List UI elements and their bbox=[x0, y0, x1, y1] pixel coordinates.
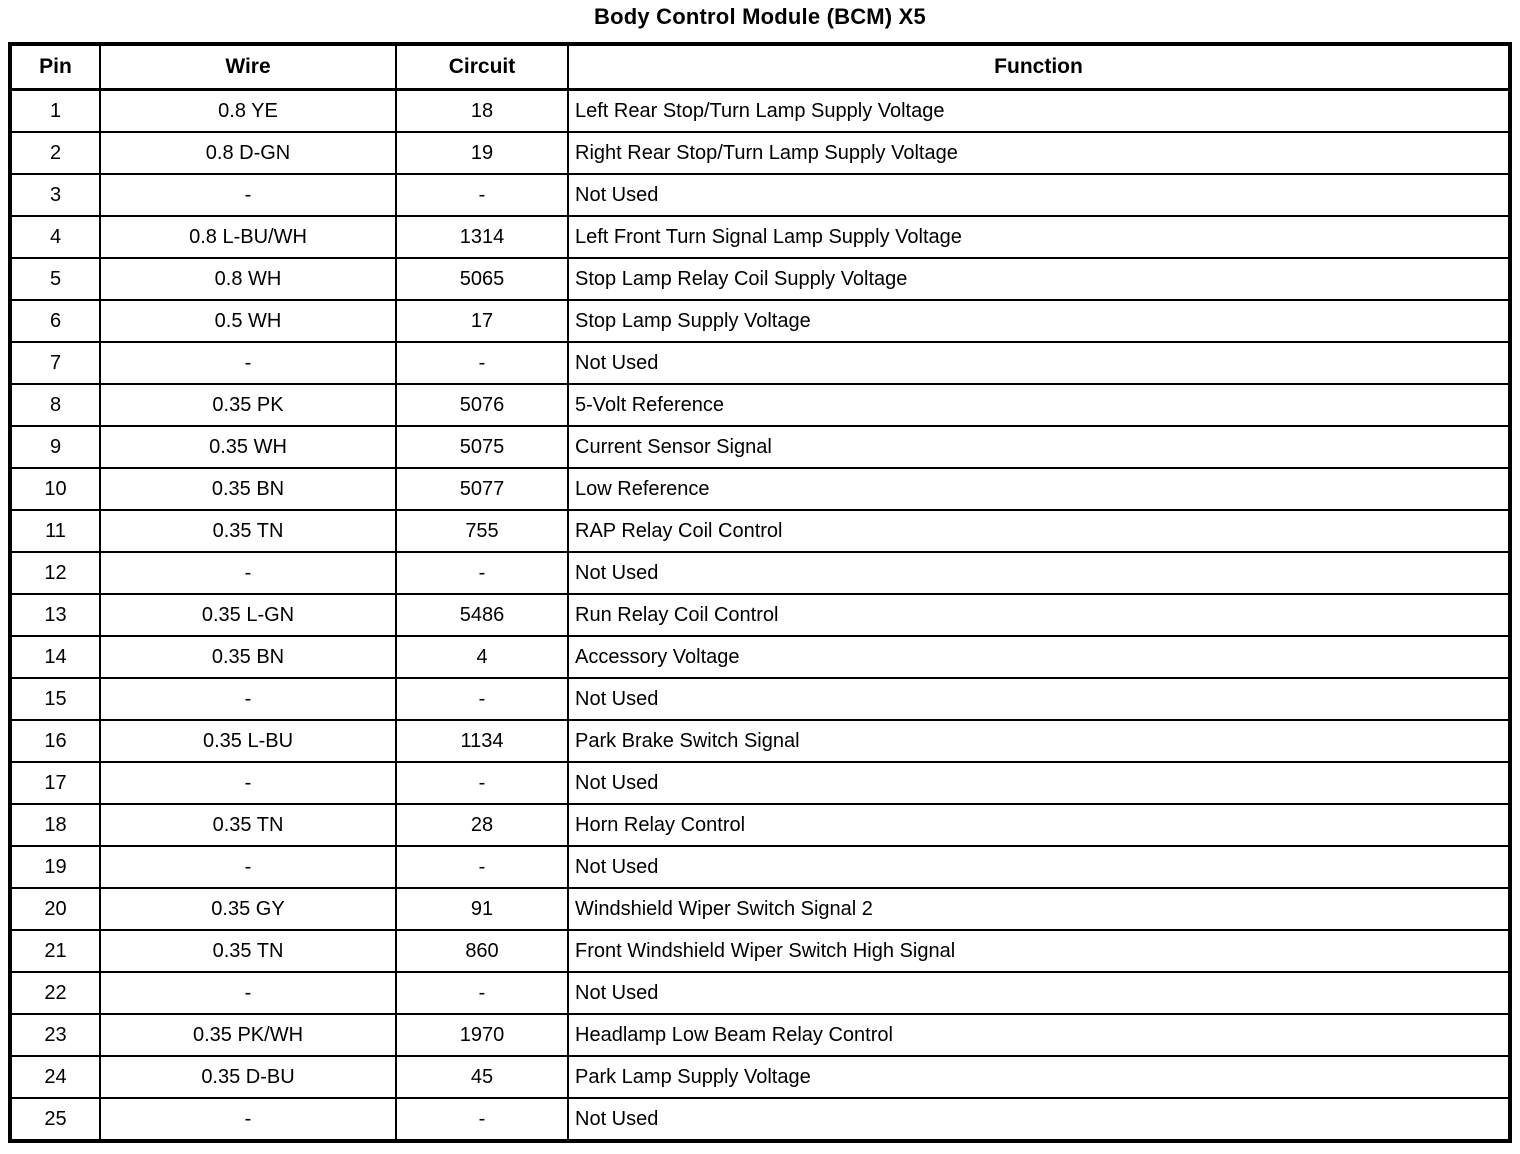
function-cell: Low Reference bbox=[568, 468, 1510, 510]
function-cell: Headlamp Low Beam Relay Control bbox=[568, 1014, 1510, 1056]
table-row bbox=[10, 636, 1510, 678]
pin-cell: 7 bbox=[10, 342, 100, 384]
pin-cell: 3 bbox=[10, 174, 100, 216]
pin-cell: 12 bbox=[10, 552, 100, 594]
pin-cell: 24 bbox=[10, 1056, 100, 1098]
wire-cell: - bbox=[100, 1098, 396, 1141]
table-row bbox=[10, 972, 1510, 1014]
table-row bbox=[10, 132, 1510, 174]
circuit-cell: 755 bbox=[396, 510, 568, 552]
table-row bbox=[10, 258, 1510, 300]
function-cell: Horn Relay Control bbox=[568, 804, 1510, 846]
table-row bbox=[10, 300, 1510, 342]
circuit-cell: 18 bbox=[396, 90, 568, 133]
circuit-cell: 4 bbox=[396, 636, 568, 678]
table-row bbox=[10, 510, 1510, 552]
function-cell: Windshield Wiper Switch Signal 2 bbox=[568, 888, 1510, 930]
wire-cell: - bbox=[100, 552, 396, 594]
table-row bbox=[10, 762, 1510, 804]
circuit-cell: 19 bbox=[396, 132, 568, 174]
circuit-cell: 5075 bbox=[396, 426, 568, 468]
function-cell: Not Used bbox=[568, 1098, 1510, 1141]
circuit-cell: 5076 bbox=[396, 384, 568, 426]
function-cell: Accessory Voltage bbox=[568, 636, 1510, 678]
wire-cell: - bbox=[100, 972, 396, 1014]
function-cell: Run Relay Coil Control bbox=[568, 594, 1510, 636]
pin-cell: 8 bbox=[10, 384, 100, 426]
table-row bbox=[10, 1098, 1510, 1141]
table-row bbox=[10, 426, 1510, 468]
pin-cell: 25 bbox=[10, 1098, 100, 1141]
table-row bbox=[10, 216, 1510, 258]
pin-cell: 18 bbox=[10, 804, 100, 846]
function-cell: Current Sensor Signal bbox=[568, 426, 1510, 468]
pin-cell: 2 bbox=[10, 132, 100, 174]
wire-cell: 0.35 TN bbox=[100, 510, 396, 552]
pin-cell: 11 bbox=[10, 510, 100, 552]
table-row bbox=[10, 90, 1510, 133]
wire-cell: 0.35 L-BU bbox=[100, 720, 396, 762]
circuit-cell: 28 bbox=[396, 804, 568, 846]
function-cell: Not Used bbox=[568, 552, 1510, 594]
wire-cell: 0.35 WH bbox=[100, 426, 396, 468]
circuit-cell: 1134 bbox=[396, 720, 568, 762]
circuit-cell: 5065 bbox=[396, 258, 568, 300]
pin-cell: 1 bbox=[10, 90, 100, 133]
circuit-cell: - bbox=[396, 972, 568, 1014]
pin-cell: 4 bbox=[10, 216, 100, 258]
function-cell: Not Used bbox=[568, 846, 1510, 888]
pin-cell: 20 bbox=[10, 888, 100, 930]
circuit-cell: 5077 bbox=[396, 468, 568, 510]
table-row bbox=[10, 468, 1510, 510]
circuit-cell: 1314 bbox=[396, 216, 568, 258]
wire-cell: 0.8 D-GN bbox=[100, 132, 396, 174]
function-cell: Right Rear Stop/Turn Lamp Supply Voltage bbox=[568, 132, 1510, 174]
wire-cell: - bbox=[100, 678, 396, 720]
pin-cell: 21 bbox=[10, 930, 100, 972]
circuit-cell: - bbox=[396, 342, 568, 384]
table-row bbox=[10, 1056, 1510, 1098]
wire-cell: 0.8 L-BU/WH bbox=[100, 216, 396, 258]
circuit-cell: - bbox=[396, 846, 568, 888]
wire-cell: 0.35 BN bbox=[100, 468, 396, 510]
function-cell: Stop Lamp Relay Coil Supply Voltage bbox=[568, 258, 1510, 300]
table-row bbox=[10, 384, 1510, 426]
table-row bbox=[10, 888, 1510, 930]
function-cell: Not Used bbox=[568, 972, 1510, 1014]
function-cell: Not Used bbox=[568, 762, 1510, 804]
function-cell: Not Used bbox=[568, 342, 1510, 384]
circuit-cell: - bbox=[396, 552, 568, 594]
pin-cell: 14 bbox=[10, 636, 100, 678]
table-row bbox=[10, 1014, 1510, 1056]
table-body bbox=[10, 90, 1510, 1142]
table-row bbox=[10, 594, 1510, 636]
table-header bbox=[10, 44, 1510, 90]
table-row bbox=[10, 720, 1510, 762]
circuit-cell: - bbox=[396, 1098, 568, 1141]
table-row bbox=[10, 342, 1510, 384]
function-cell: 5-Volt Reference bbox=[568, 384, 1510, 426]
function-cell: Left Front Turn Signal Lamp Supply Voltage bbox=[568, 216, 1510, 258]
table-row bbox=[10, 930, 1510, 972]
wire-cell: - bbox=[100, 174, 396, 216]
function-cell: Stop Lamp Supply Voltage bbox=[568, 300, 1510, 342]
pin-cell: 19 bbox=[10, 846, 100, 888]
column-header-wire: Wire bbox=[100, 44, 396, 90]
wire-cell: - bbox=[100, 846, 396, 888]
pin-cell: 17 bbox=[10, 762, 100, 804]
column-header-function: Function bbox=[568, 44, 1510, 90]
circuit-cell: 45 bbox=[396, 1056, 568, 1098]
wire-cell: - bbox=[100, 342, 396, 384]
wire-cell: 0.8 WH bbox=[100, 258, 396, 300]
function-cell: Not Used bbox=[568, 174, 1510, 216]
wire-cell: 0.35 TN bbox=[100, 930, 396, 972]
pin-cell: 23 bbox=[10, 1014, 100, 1056]
wire-cell: 0.8 YE bbox=[100, 90, 396, 133]
table-row bbox=[10, 678, 1510, 720]
function-cell: Not Used bbox=[568, 678, 1510, 720]
table-row bbox=[10, 804, 1510, 846]
table-row bbox=[10, 174, 1510, 216]
column-header-circuit: Circuit bbox=[396, 44, 568, 90]
function-cell: Park Brake Switch Signal bbox=[568, 720, 1510, 762]
circuit-cell: 5486 bbox=[396, 594, 568, 636]
wire-cell: 0.35 L-GN bbox=[100, 594, 396, 636]
table-row bbox=[10, 846, 1510, 888]
circuit-cell: - bbox=[396, 174, 568, 216]
wire-cell: - bbox=[100, 762, 396, 804]
wire-cell: 0.35 GY bbox=[100, 888, 396, 930]
circuit-cell: 1970 bbox=[396, 1014, 568, 1056]
pin-cell: 6 bbox=[10, 300, 100, 342]
pin-cell: 22 bbox=[10, 972, 100, 1014]
pin-cell: 16 bbox=[10, 720, 100, 762]
function-cell: Front Windshield Wiper Switch High Signal bbox=[568, 930, 1510, 972]
circuit-cell: 91 bbox=[396, 888, 568, 930]
wire-cell: 0.35 PK bbox=[100, 384, 396, 426]
pin-cell: 5 bbox=[10, 258, 100, 300]
function-cell: Left Rear Stop/Turn Lamp Supply Voltage bbox=[568, 90, 1510, 133]
wire-cell: 0.35 PK/WH bbox=[100, 1014, 396, 1056]
column-header-pin: Pin bbox=[10, 44, 100, 90]
pin-cell: 9 bbox=[10, 426, 100, 468]
circuit-cell: 860 bbox=[396, 930, 568, 972]
function-cell: RAP Relay Coil Control bbox=[568, 510, 1510, 552]
circuit-cell: - bbox=[396, 678, 568, 720]
pin-cell: 15 bbox=[10, 678, 100, 720]
wire-cell: 0.35 BN bbox=[100, 636, 396, 678]
function-cell: Park Lamp Supply Voltage bbox=[568, 1056, 1510, 1098]
pin-cell: 10 bbox=[10, 468, 100, 510]
wire-cell: 0.5 WH bbox=[100, 300, 396, 342]
table-row bbox=[10, 552, 1510, 594]
bcm-pinout-table bbox=[8, 42, 1512, 1143]
pin-cell: 13 bbox=[10, 594, 100, 636]
page-title: Body Control Module (BCM) X5 bbox=[594, 4, 926, 29]
header-row bbox=[10, 44, 1510, 90]
wire-cell: 0.35 D-BU bbox=[100, 1056, 396, 1098]
wire-cell: 0.35 TN bbox=[100, 804, 396, 846]
circuit-cell: 17 bbox=[396, 300, 568, 342]
circuit-cell: - bbox=[396, 762, 568, 804]
